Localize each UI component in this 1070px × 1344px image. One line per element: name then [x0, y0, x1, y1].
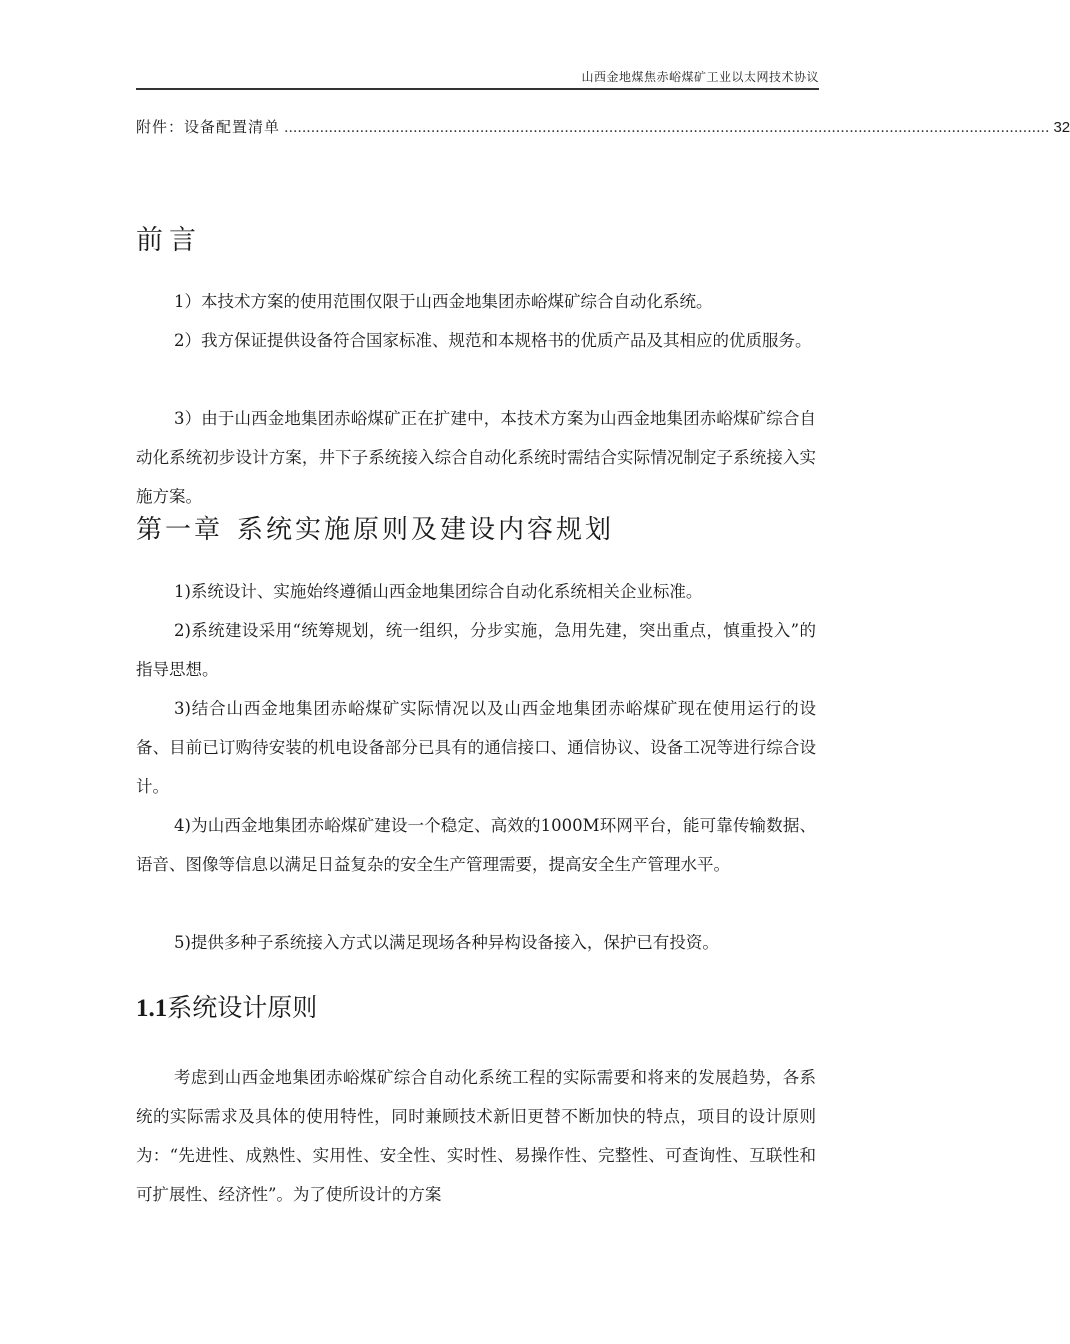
section-heading: [136, 988, 317, 1024]
chapter-heading: [136, 509, 614, 546]
chapter-number: 第一章: [136, 515, 224, 545]
section-title: 系统设计原则: [167, 993, 318, 1022]
chapter-paragraph-3: 3)结合山西金地集团赤峪煤矿实际情况以及山西金地集团赤峪煤矿现在使用运行的设备、目前已订购待安装的机电设备部分已具有的通信接口、通信协议、设备工况等进行综合设计。: [136, 699, 816, 796]
preface-paragraph-2: 2）我方保证提供设备符合国家标准、规范和本规格书的优质产品及其相应的优质服务。: [174, 331, 812, 350]
toc-leader-dots: ............................................................................................................................................................................: [284, 120, 1050, 136]
preface-heading: 前言: [136, 225, 202, 256]
chapter-paragraph-4: 4)为山西金地集团赤峪煤矿建设一个稳定、高效的1000M环网平台，能可靠传输数据、语音、图像等信息以满足日益复杂的安全生产管理需要，提高安全生产管理水平。: [136, 816, 816, 874]
toc-entry-label: 附件：设备配置清单: [136, 118, 281, 136]
header-title: 山西金地煤焦赤峪煤矿工业以太网技术协议: [581, 70, 819, 84]
chapter-title: 系统实施原则及建设内容规划: [237, 515, 615, 545]
page-header: [136, 64, 819, 90]
chapter-paragraph-2: 2)系统建设采用“统筹规划，统一组织，分步实施，急用先建，突出重点，慎重投入”的指导思想。: [136, 621, 816, 679]
toc-entry[interactable]: [136, 116, 1070, 140]
section-paragraph-1: 考虑到山西金地集团赤峪煤矿综合自动化系统工程的实际需要和将来的发展趋势，各系统的实际需求及具体的使用特性，同时兼顾技术新旧更替不断加快的特点，项目的设计原则为：“先进性、成熟性、实用性、安全性、实时性、易操作性、完整性、可查询性、互联性和可扩展性、经济性”。为了使所设计的方案: [136, 1068, 816, 1204]
chapter-paragraph-5: 5)提供多种子系统接入方式以满足现场各种异构设备接入，保护已有投资。: [174, 933, 719, 952]
section-number: 1.1: [136, 995, 168, 1022]
chapter-paragraph-1: 1)系统设计、实施始终遵循山西金地集团综合自动化系统相关企业标准。: [174, 582, 703, 601]
preface-paragraph-1: 1）本技术方案的使用范围仅限于山西金地集团赤峪煤矿综合自动化系统。: [174, 292, 713, 311]
toc-page-number: 32: [1053, 119, 1070, 136]
preface-paragraph-3: 3）由于山西金地集团赤峪煤矿正在扩建中，本技术方案为山西金地集团赤峪煤矿综合自动化系统初步设计方案，井下子系统接入综合自动化系统时需结合实际情况制定子系统接入实施方案。: [136, 409, 816, 506]
